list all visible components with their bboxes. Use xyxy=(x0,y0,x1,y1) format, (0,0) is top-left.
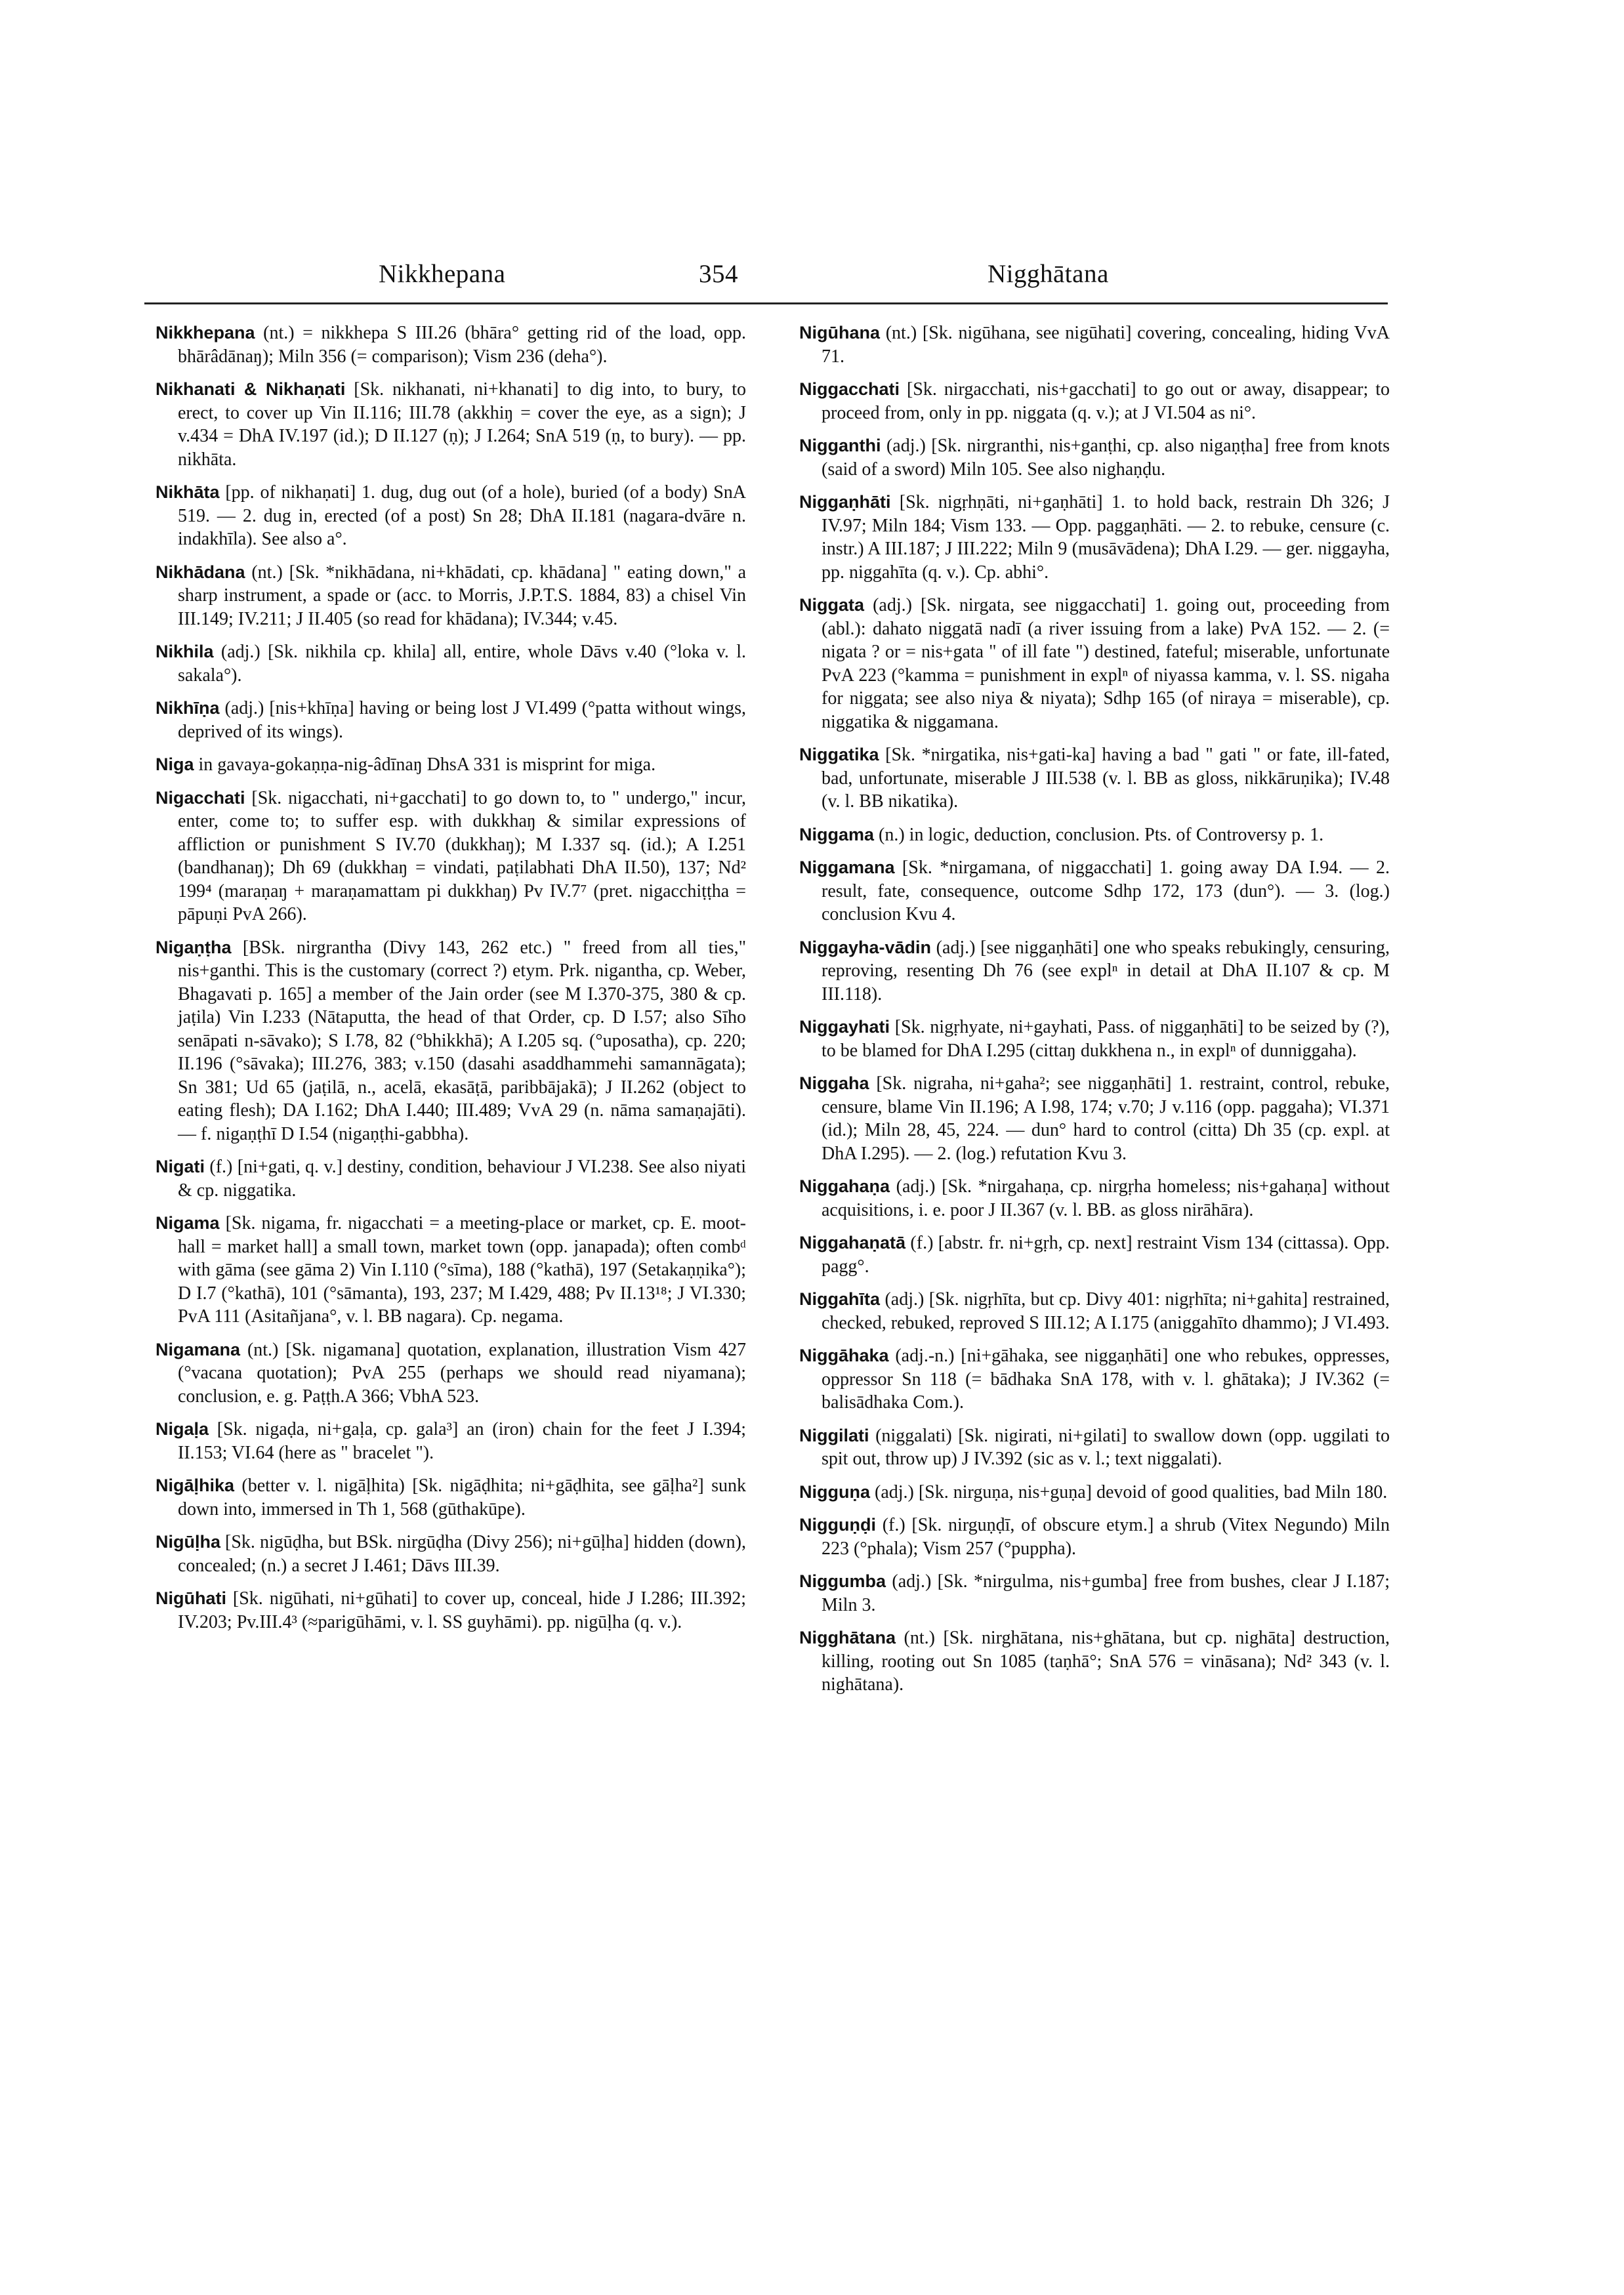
entry-nigghatana xyxy=(799,1626,1390,1697)
headword: Nigaṇṭha xyxy=(156,937,232,957)
headword: Nigganthi xyxy=(799,436,881,455)
definition: (adj.) [Sk. nigṛhīta, but cp. Divy 401: nigṛhīta; ni+gahita] restrained, checked, rebuked, reproved S III.12; A I.175 (aniggahīto dhammo); J VI.493. xyxy=(822,1289,1390,1333)
entry-nigguna xyxy=(799,1481,1390,1504)
headword: Niggāhaka xyxy=(799,1346,889,1365)
headword: Niggaṇhāti xyxy=(799,492,891,512)
entry-niggahita xyxy=(799,1288,1390,1334)
headword: Niggumba xyxy=(799,1571,886,1591)
headword: Nigguṇḍi xyxy=(799,1515,876,1535)
entry-nigganhati xyxy=(799,491,1390,584)
headword: Nigguṇa xyxy=(799,1481,870,1502)
entry-niguhati xyxy=(156,1587,746,1634)
entry-niggatika xyxy=(799,743,1390,814)
headword: Nigacchati xyxy=(156,787,245,808)
entry-niggayha-vadin xyxy=(799,936,1390,1006)
entry-niggayhati xyxy=(799,1016,1390,1062)
headword: Nigūhati xyxy=(156,1588,226,1608)
definition: (nt.) [Sk. nigūhana, see nigūhati] covering, concealing, hiding VvA 71. xyxy=(822,323,1390,367)
entry-nikhanati-nikhanati xyxy=(156,378,746,471)
definition: [Sk. nikhanati, ni+khanati] to dig into, to bury, to erect, to cover up Vin II.116; III.78 (akkhiŋ = cover the eye, as a sign); J v.434 = DhA IV.197 (id.); D II.127 (ṇ); J I.264; SnA 519 (ṇ, to bury). — pp. nikhāta. xyxy=(178,379,746,470)
headword: Nigghātana xyxy=(799,1628,896,1647)
definition: (f.) [Sk. nirguṇḍī, of obscure etym.] a shrub (Vitex Negundo) Miln 223 (°phala); Vism 257 (°puppha). xyxy=(822,1515,1390,1559)
entry-nigganthi xyxy=(799,434,1390,481)
headword: Nikkhepana xyxy=(156,323,255,342)
headword: Nigaḷa xyxy=(156,1419,209,1439)
entry-niggahana xyxy=(799,1175,1390,1222)
left-guide-word: Nikkhepana xyxy=(379,260,506,288)
definition: (adj.) [Sk. *nirgahaṇa, cp. nirgṛha homeless; nis+gahaṇa] without acquisitions, i. e. poor J II.367 (v. l. BB. as gloss nirāhāra). xyxy=(822,1176,1390,1220)
definition: (f.) [ni+gati, q. v.] destiny, condition, behaviour J VI.238. See also niyati & cp. niggatika. xyxy=(178,1157,746,1201)
definition: (nt.) [Sk. nirghātana, nis+ghātana, but cp. nighāta] destruction, killing, rooting out Sn 1085 (taṇhā°; SnA 576 = vināsana); Nd² 343 (v. l. nighātana). xyxy=(822,1628,1390,1695)
entry-nigacchati xyxy=(156,787,746,926)
definition: (adj.) [Sk. nirguṇa, nis+guṇa] devoid of good qualities, bad Miln 180. xyxy=(870,1481,1388,1502)
definition: (adj.) [see niggaṇhāti] one who speaks rebukingly, censuring, reproving, resenting Dh 76 (see explⁿ in detail at DhA II.107 & cp. M III.118). xyxy=(822,937,1390,1004)
definition: (better v. l. nigāḷhita) [Sk. nigāḍhita; ni+gāḍhita, see gāḷha²] sunk down into, immersed in Th 1, 568 (gūthakūpe). xyxy=(178,1476,746,1520)
definition: (adj.) [Sk. nirgranthi, nis+ganṭhi, cp. also nigaṇṭha] free from knots (said of a sword) Miln 105. See also nighaṇḍu. xyxy=(822,436,1390,480)
headword: Niggayhati xyxy=(799,1017,890,1037)
headword: Nigati xyxy=(156,1157,205,1176)
entry-niggundi xyxy=(799,1514,1390,1560)
entry-niggilati xyxy=(799,1424,1390,1471)
entry-nigalhika xyxy=(156,1474,746,1521)
entry-niga xyxy=(156,753,746,777)
headword: Nikhāta xyxy=(156,482,220,502)
page-header xyxy=(144,259,1388,304)
entry-niggahaka xyxy=(799,1344,1390,1415)
headword: Nigūhana xyxy=(799,323,881,342)
definition: (adj.) [Sk. nikhila cp. khila] all, entire, whole Dāvs v.40 (°loka v. l. sakala°). xyxy=(178,642,746,686)
headword: Niggama xyxy=(799,824,875,844)
definition: [Sk. nigṛhṇāti, ni+gaṇhāti] 1. to hold back, restrain Dh 326; J IV.97; Miln 184; Vism 133. — Opp. paggaṇhāti. — 2. to rebuke, censure (c. instr.) A III.187; J III.222; Miln 9 (musāvādena); DhA I.29. — ger. niggayha, pp. niggahīta (q. v.). Cp. abhi°. xyxy=(822,492,1390,583)
definition: [BSk. nirgrantha (Divy 143, 262 etc.) " freed from all ties," nis+ganthi. This is the customary (correct ?) etym. Prk. nigantha, cp. Weber, Bhagavati p. 165] a member of the Jain order (see M I.370-375, 380 & cp. jaṭila) Vin I.233 (Nātaputta, the head of that Order, cp. D I.57; also Sīho senāpati n-sāvako); S I.78, 82 (°bhikkhā); A I.205 sq. (°uposatha), cp. 220; II.196 (°sāvaka); III.276, 383; v.150 (dasahi asaddhammehi samannāgata); Sn 381; Ud 65 (jaṭilā, n., acelā, ekasāṭā, paribbājakā); J II.262 (object to eating flesh); DA I.162; DhA I.440; III.489; VvA 29 (n. nāma samaṇajāti). — f. nigaṇṭhī D I.54 (nigaṇṭhi-gabbha). xyxy=(178,937,746,1144)
entry-niggama xyxy=(799,823,1390,847)
entry-niggacchati xyxy=(799,378,1390,424)
headword: Niggacchati xyxy=(799,379,900,399)
headword: Niggaha xyxy=(799,1073,869,1093)
headword: Niggayha-vādin xyxy=(799,937,932,957)
definition: (nt.) [Sk. nigamana] quotation, explanation, illustration Vism 427 (°vacana quotation); PvA 255 (perhaps we should read niyamana); conclusion, e. g. Paṭṭh.A 366; VbhA 523. xyxy=(178,1339,746,1407)
headword: Nigamana xyxy=(156,1339,241,1359)
entry-nikhina xyxy=(156,697,746,743)
headword: Niggahaṇatā xyxy=(799,1233,906,1252)
entry-niggahanata xyxy=(799,1231,1390,1278)
definition: [Sk. nigaḍa, ni+gaḷa, cp. gala³] an (iron) chain for the feet J I.394; II.153; VI.64 (here as " bracelet "). xyxy=(178,1419,746,1463)
definition: (adj.) [Sk. *nirgulma, nis+gumba] free from bushes, clear J I.187; Miln 3. xyxy=(822,1571,1390,1615)
page-number: 354 xyxy=(699,260,738,288)
definition: (n.) in logic, deduction, conclusion. Pts. of Controversy p. 1. xyxy=(874,824,1324,845)
right-column xyxy=(799,321,1390,2250)
headword: Niga xyxy=(156,755,194,774)
definition: [Sk. nigama, fr. nigacchati = a meeting-place or market, cp. E. moot-hall = market hall] a small town, market town (opp. janapada); often combᵈ with gāma (see gāma 2) Vin I.110 (°sīma), 188 (°kathā), 197 (Setakaṇṇika°); D I.7 (°kathā), 101 (°sāmanta), 193, 237; M I.429, 488; Pv II.13¹⁸; J VI.330; PvA 111 (Asitañjana°, v. l. BB nagara). Cp. negama. xyxy=(178,1213,746,1327)
headword: Niggahaṇa xyxy=(799,1176,890,1196)
headword: Niggahīta xyxy=(799,1289,881,1309)
entry-niguhana xyxy=(799,321,1390,368)
entry-nigulha xyxy=(156,1531,746,1577)
entry-niggata xyxy=(799,594,1390,734)
entry-nigantha xyxy=(156,936,746,1146)
entry-nigamana xyxy=(156,1338,746,1409)
definition: (niggalati) [Sk. nigirati, ni+gilati] to swallow down (opp. uggilati to spit out, throw up) J IV.392 (sic as v. l.; text niggalati). xyxy=(822,1425,1390,1469)
definition: [Sk. nigūhati, ni+gūhati] to cover up, conceal, hide J I.286; III.392; IV.203; Pv.III.4³ (≈parigūhāmi, v. l. SS guyhāmi). pp. nigūḷha (q. v.). xyxy=(178,1588,746,1632)
definition: [pp. of nikhaṇati] 1. dug, dug out (of a hole), buried (of a body) SnA 519. — 2. dug in, erected (of a post) Sn 28; DhA II.181 (nagara-dvāre n. indakhīla). See also a°. xyxy=(178,482,746,549)
headword: Niggilati xyxy=(799,1425,869,1445)
headword: Nigāḷhika xyxy=(156,1476,235,1495)
entry-nigala xyxy=(156,1418,746,1464)
definition: (adj.) [Sk. nirgata, see niggacchati] 1. going out, proceeding from (abl.): dahato niggatā nadī (a river issuing from a lake) PvA 152. — 2. (= nigata ? or = nis+gata " of ill fate ") destined, fateful; miserable, unfortunate PvA 223 (°kamma = punishment in explⁿ of niyassa kamma, v. l. SS. nigaha for niggata; see also niya & niyata); Sdhp 165 (of niraya = miserable), cp. niggatika & niggamana. xyxy=(822,595,1390,732)
definition: [Sk. nigūḍha, but BSk. nirgūḍha (Divy 256); ni+gūḷha] hidden (down), concealed; (n.) a secret J I.461; Dāvs III.39. xyxy=(178,1532,746,1576)
headword: Nigūḷha xyxy=(156,1532,220,1552)
entry-nikhadana xyxy=(156,561,746,631)
definition: [Sk. nigraha, ni+gaha²; see niggaṇhāti] 1. restraint, control, rebuke, censure, blame Vin II.196; A I.98, 174; v.70; J v.116 (opp. paggaha); VI.371 (id.); Miln 28, 45, 224. — dun° hard to control (citta) Dh 35 (cp. expl. at DhA I.295). — 2. (log.) refutation Kvu 3. xyxy=(822,1073,1390,1164)
definition: (nt.) [Sk. *nikhādana, ni+khādati, cp. khādana] " eating down," a sharp instrument, a spade or (acc. to Morris, J.P.T.S. 1884, 83) a chisel Vin III.149; IV.211; J II.405 (so read for khādana); IV.344; v.45. xyxy=(178,562,746,629)
definition: [Sk. nirgacchati, nis+gacchati] to go out or away, disappear; to proceed from, only in pp. niggata (q. v.); at J VI.504 as ni°. xyxy=(822,379,1390,423)
definition: [Sk. *nirgamana, of niggacchati] 1. going away DA I.94. — 2. result, fate, consequence, outcome Sdhp 172, 173 (dun°). — 3. (log.) conclusion Kvu 4. xyxy=(822,858,1390,924)
headword: Niggamana xyxy=(799,858,895,877)
definition: (adj.-n.) [ni+gāhaka, see niggaṇhāti] one who rebukes, oppresses, oppressor Sn 118 (= bādhaka SnA 178, with v. l. ghātaka); J IV.362 (= balisādhaka Com.). xyxy=(822,1346,1390,1413)
entry-niggamana xyxy=(799,856,1390,926)
headword: Nikhīṇa xyxy=(156,698,220,718)
entry-nikkhepana xyxy=(156,321,746,368)
headword: Nikhanati & Nikhaṇati xyxy=(156,379,346,399)
definition: (f.) [abstr. fr. ni+gṛh, cp. next] restraint Vism 134 (cittassa). Opp. pagg°. xyxy=(822,1233,1390,1277)
entry-niggumba xyxy=(799,1570,1390,1617)
headword: Nikhādana xyxy=(156,562,245,582)
headword: Niggatika xyxy=(799,745,879,764)
definition: (nt.) = nikkhepa S III.26 (bhāra° getting rid of the load, opp. bhārâdānaŋ); Miln 356 (= comparison); Vism 236 (deha°). xyxy=(178,323,746,367)
right-guide-word: Nigghātana xyxy=(988,260,1109,288)
left-column xyxy=(156,321,746,2250)
headword: Nikhila xyxy=(156,642,214,661)
headword: Nigama xyxy=(156,1213,220,1233)
definition: [Sk. nigṛhyate, ni+gayhati, Pass. of niggaṇhāti] to be seized by (?), to be blamed for DhA I.295 (cittaŋ dukkhena n., in explⁿ of dunniggaha). xyxy=(822,1017,1390,1061)
entry-nigati xyxy=(156,1155,746,1202)
entry-niggaha xyxy=(799,1072,1390,1165)
definition: in gavaya-gokaṇṇa-nig-âdīnaŋ DhsA 331 is misprint for miga. xyxy=(194,755,656,775)
definition: (adj.) [nis+khīṇa] having or being lost J VI.499 (°patta without wings, deprived of its wings). xyxy=(178,698,746,742)
entry-nikhata xyxy=(156,481,746,551)
definition: [Sk. *nirgatika, nis+gati-ka] having a bad " gati " or fate, ill-fated, bad, unfortunate, miserable J III.538 (v. l. BB as gloss, nikkāruṇika); IV.48 (v. l. BB nikatika). xyxy=(822,745,1390,812)
entry-nigama xyxy=(156,1212,746,1329)
entry-nikhila xyxy=(156,640,746,687)
definition: [Sk. nigacchati, ni+gacchati] to go down to, to " undergo," incur, enter, come to; to suffer esp. with dukkhaŋ & similar expressions of affliction or punishment S IV.70 (dukkhaŋ); M I.337 sq. (id.); A I.251 (bandhanaŋ); Dh 69 (dukkhaŋ = vindati, paṭilabhati DhA II.50), 137; Nd² 199⁴ (maraṇaŋ + maraṇamattam pi dukkhaŋ) Pv IV.7⁷ (pret. nigacchiṭṭha = pāpuṇi PvA 266). xyxy=(178,787,746,924)
headword: Niggata xyxy=(799,595,865,615)
